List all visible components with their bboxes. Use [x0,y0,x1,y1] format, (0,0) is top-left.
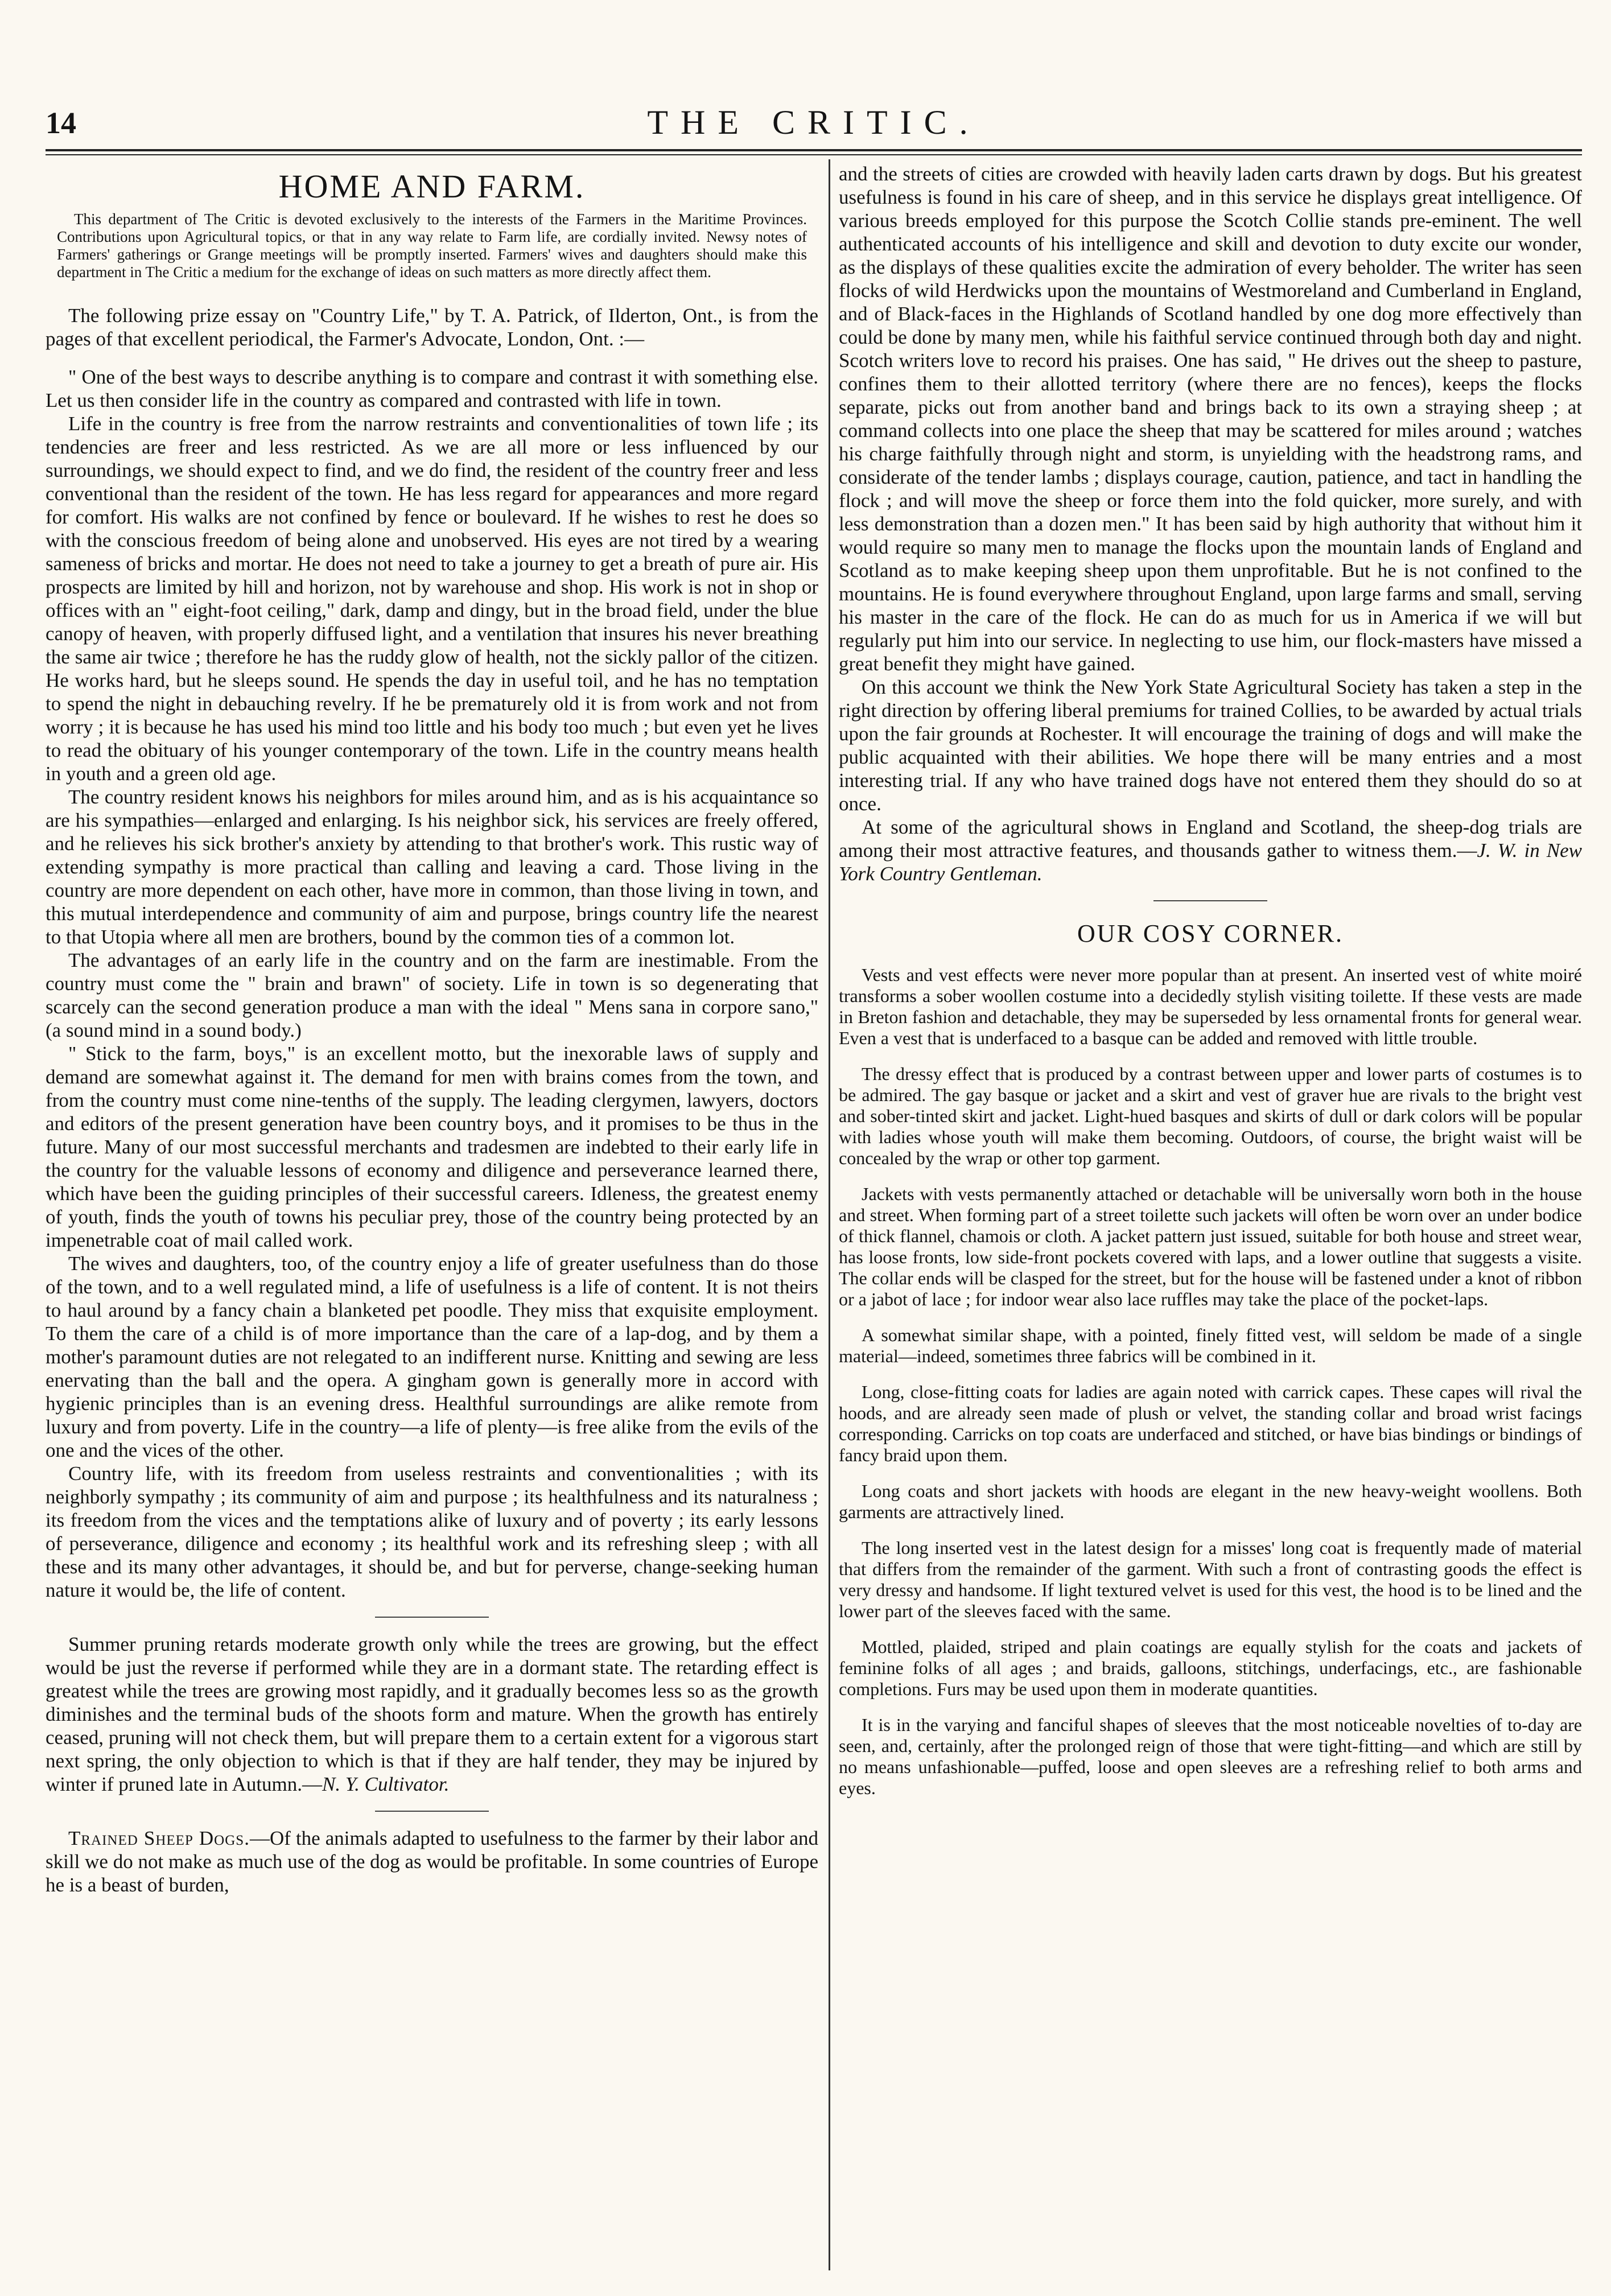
pruning-source: N. Y. Cultivator. [322,1773,450,1795]
separator [1153,900,1267,901]
essay-paragraph: " Stick to the farm, boys," is an excellent motto, but the inexorable laws of supply and demand are somewhat against it. The demand for men with brains comes from the town, and from the country must come nine-tenths of the supply. The leading clergymen, lawyers, doctors and editors of the present generation have been country boys, and it promises to be thus in the future. Many of our most successful merchants and tradesmen are indebted to their early life in the country for the valuable lessons of economy and diligence and perseverance learned there, which have been the guiding principles of their successful careers. Idleness, the greatest enemy of youth, finds the youth of towns his peculiar prey, those of the country being protected by an impenetrable coat of mail called work. [46,1042,818,1251]
cosy-paragraph: A somewhat similar shape, with a pointed, finely fitted vest, will seldom be made of a single material—indeed, sometimes three fabrics will be combined in it. [839,1325,1582,1366]
pruning-text: Summer pruning retards moderate growth only while the trees are growing, but the effect would be just the reverse if performed while they are in a dormant state. The retarding effect is greatest while the trees are growing most rapidly, and it gradually becomes less so as the growth diminishes and the terminal buds of the shoots form and mature. When the growth has entirely ceased, pruning will not check them, but will prepare them to a certain extent for a vigorous start next spring, the only objection to which is that if they are half tender, they may be injured by winter if pruned late in Autumn.— [46,1633,818,1795]
pruning-paragraph [46,1633,818,1796]
sheep-dogs-p3: At some of the agricultural shows in England and Scotland, the sheep-dog trials are among their most attractive features, and thousands gather to witness them.— [839,816,1582,861]
essay-paragraph: " One of the best ways to describe anything is to compare and contrast it with something else. Let us then consider life in the country as compared and contrasted with life in town. [46,366,818,411]
cosy-paragraph: Long, close-fitting coats for ladies are again noted with carrick capes. These capes will rival the hoods, and are already seen made of plush or velvet, the standing collar and broad wrist facings corresponding. Carricks on top coats are underfaced and stitched, or have bias bindings or bindings of fancy braid upon them. [839,1382,1582,1465]
cosy-paragraph: Long coats and short jackets with hoods are elegant in the new heavy-weight woollens. Both garments are attractively lined. [839,1481,1582,1522]
essay-paragraph: The country resident knows his neighbors for miles around him, and as is his acquaintance so are his sympathies—enlarged and enlarging. Is his neighbor sick, his services are freely offered, and he relieves his sick brother's anxiety by attending to that brother's work. This rustic way of extending sympathy is more practical than calling and leaving a card. Those living in the country are more dependent on each other, have more in common, than those living in town, and this mutual interdependence and community of aim and purpose, brings country life the nearest to that Utopia where all men are brothers, bound by the common ties of a common lot. [46,786,818,948]
header-rule [46,149,1582,151]
left-column [46,162,818,2279]
sheep-dogs-source: J. W. in New York Country Gentleman. [839,839,1582,885]
section-title: HOME AND FARM. [278,168,586,205]
separator [375,1811,489,1812]
cosy-paragraph: The long inserted vest in the latest design for a misses' long coat is frequently made of material that differs from the remainder of the garment. With such a front of contrasting goods the effect is very dressy and handsome. If light textured velvet is used for this vest, the hood is to be lined and the lower part of the sleeves faced with the same. [839,1537,1582,1621]
separator [375,1617,489,1618]
essay-paragraph: Life in the country is free from the narrow restraints and conventionalities of town life ; its tendencies are freer and less restricted. As we are all more or less influenced by our surroundings, we should expect to find, and we do find, the resident of the country freer and less conventional than the resident of the town. He has less regard for appearances and more regard for comfort. His walks are not confined by fence or boulevard. If he wishes to rest he does so with the conscious freedom of being alone and unobserved. His eyes are not tired by a wearing sameness of bricks and mortar. He does not need to take a journey to get a breath of pure air. His prospects are limited by hill and horizon, not by warehouse and shop. His work is not in shop or offices with an " eight-foot ceiling," dark, damp and dingy, but in the broad field, under the blue canopy of heaven, with properly diffused light, and a ventilation that insures his never breathing the same air twice ; therefore he has the ruddy glow of health, not the sickly pallor of the citizen. He works hard, but he sleeps sound. He spends the day in useful toil, and he has no temptation to spend the night in debauching revelry. If he be prematurely old it is from work and not from worry ; it is because he has used his mind too little and his body too much ; but even yet he lives to read the obituary of his younger contemporary of the town. Life in the country means health in youth and a green old age. [46,413,818,785]
sheep-dogs-continued: and the streets of cities are crowded with heavily laden carts drawn by dogs. But his greatest usefulness is found in his care of sheep, and in this service he displays great intelligence. Of various breeds employed for this purpose the Scotch Collie stands pre-eminent. The well authenticated accounts of his intelligence and skill and devotion to duty excite our wonder, as the displays of these qualities excite the admiration of every beholder. The writer has seen flocks of wild Herdwicks upon the mountains of Westmoreland and Cumberland in England, and of Black-faces in the Highlands of Scotland handled by one dog more effectively than could be done by many men, while his faithful service continued through both day and night. Scotch writers love to record his praises. One has said, " He drives out the sheep to pasture, confines them to their allotted territory (where there are no fences), keeps the flocks separate, picks out from another band and brings back to its own a straying sheep ; at command collects into one place the sheep that may be scattered for miles around ; watches his charge faithfully through night and storm, is unyielding with the headstrong rams, and considerate of the tender lambs ; displays courage, caution, patience, and tact in handling the flock ; and will move the sheep or force them into the fold quicker, more surely, and with less demonstration than a dozen men." It has been said by high authority that without him it would require so many men to manage the flocks upon the mountain lands of England and Scotland as to make keeping sheep upon them unprofitable. But he is not confined to the mountains. He is found everywhere throughout England, upon large farms and small, serving his master in the care of the flock. He can do as much for us in America if we will but regularly put him into our service. In neglecting to use him, our flock-masters have missed a great benefit they might have gained. [839,163,1582,675]
essay-paragraph: The wives and daughters, too, of the country enjoy a life of greater usefulness than do those of the town, and to a well regulated mind, a life of usefulness is a life of content. It is not theirs to haul around by a fancy chain a blanketed pet poodle. They miss that exquisite employment. To them the care of a child is of more importance than the care of a lap-dog, and by them a mother's paramount duties are not relegated to an indifferent nurse. Knitting and sewing are less enervating than the ball and the opera. A gingham gown is generally more in accord with hygienic principles than is an evening dress. Healthful surroundings are alike remote from luxury and from poverty. Life in the country—a life of plenty—is free alike from the evils of the one and the vices of the other. [46,1252,818,1461]
right-column [839,162,1582,2279]
header-rule-thin [46,154,1582,155]
cosy-paragraph: It is in the varying and fanciful shapes of sleeves that the most noticeable novelties of to-day are seen, and, certainly, after the prolonged reign of those that were tight-fitting—and which are still by no means unfashionable—puffed, loose and open sleeves are a refreshing relief to both arms and eyes. [839,1714,1582,1798]
sheep-dogs-paragraph: On this account we think the New York State Agricultural Society has taken a step in the right direction by offering liberal premiums for trained Collies, to be awarded by actual trials upon the fair grounds at Rochester. It will encourage the training of dogs and will make the public acquainted with their abilities. We hope there will be many entries and a most interesting trial. If any who have trained dogs have not entered them they should do so at once. [839,676,1582,815]
cosy-corner-title: OUR COSY CORNER. [1077,920,1344,947]
cosy-corner-body [839,964,1582,1799]
essay-paragraph: The advantages of an early life in the country and on the farm are inestimable. From the country must come the " brain and brawn" of society. Life in town is so degenerating that scarcely can the second generation produce a man with the ideal " Mens sana in corpore sano," (a sound mind in a sound body.) [46,949,818,1041]
sheep-dogs-heading: Trained Sheep Dogs. [68,1827,250,1849]
sheep-dogs-start: —Of the animals adapted to usefulness to the farmer by their labor and skill we do not make as much use of the dog as would be profitable. In some countries of Europe he is a beast of burden, [46,1827,818,1896]
page-header [46,105,1582,145]
essay-paragraph: Country life, with its freedom from useless restraints and conventionalities ; with its neighborly sympathy ; its community of aim and purpose ; its healthfulness and its naturalness ; its freedom from the vices and the temptations alike of luxury and of poverty ; its early lessons of perseverance, diligence and economy ; its healthful work and its refreshing sleep ; with all these and its many other advantages, it should be, and but for perverse, change-seeking human nature it would be, the life of content. [46,1462,818,1601]
cosy-paragraph: Vests and vest effects were never more popular than at present. An inserted vest of white moiré transforms a sober woollen costume into a decidedly stylish visiting toilette. If these vests are made in Breton fashion and detachable, they may be superseded by less ornamental fronts for general wear. Even a vest that is underfaced to a basque can be added and removed with little trouble. [839,964,1582,1048]
cosy-paragraph: Mottled, plaided, striped and plain coatings are equally stylish for the coats and jackets of feminine folks of all ages ; and braids, galloons, stitchings, underfacings, etc., are fashionable completions. Furs may be used upon them in moderate quantities. [839,1637,1582,1699]
sheep-dogs-paragraph [46,1827,818,1897]
masthead: THE CRITIC. [647,104,980,141]
essay-intro: The following prize essay on "Country Life," by T. A. Patrick, of Ilderton, Ont., is from the pages of that excellent periodical, the Farmer's Advocate, London, Ont. :— [46,304,818,350]
sheep-dogs-paragraph [839,815,1582,885]
cosy-paragraph: Jackets with vests permanently attached or detachable will be universally worn both in the house and street. When forming part of a street toilette such jackets will often be worn over an under bodice of thick flannel, chamois or cloth. A jacket pattern just issued, suitable for both house and street wear, has loose fronts, low side-front pockets covered with laps, and a lower outline that suggests a visite. The collar ends will be clasped for the street, but for the house will be fastened under a knot of ribbon or a jabot of lace ; for indoor wear also lace ruffles may take the place of the pocket-laps. [839,1184,1582,1309]
cosy-paragraph: The dressy effect that is produced by a contrast between upper and lower parts of costumes is to be admired. The gay basque or jacket and a skirt and vest of graver hue are rivals to the bright vest and sober-tinted skirt and jacket. Light-hued basques and skirts of dull or dark colors will be popular with ladies whose youth will make them becoming. Outdoors, of course, the bright waist will be concealed by the wrap or other top garment. [839,1064,1582,1168]
department-note: This department of The Critic is devoted exclusively to the interests of the Farmers in the Maritime Provinces. Contributions upon Agricultural topics, or that in any way relate to Farm life, are cordially invited. Newsy notes of Farmers' gatherings or Grange meetings will be promptly inserted. Farmers' wives and daughters should make this department in The Critic a medium for the exchange of ideas on such matters as more directly affect them. [57,211,807,281]
column-rule [829,159,830,2270]
page-number: 14 [46,106,76,140]
